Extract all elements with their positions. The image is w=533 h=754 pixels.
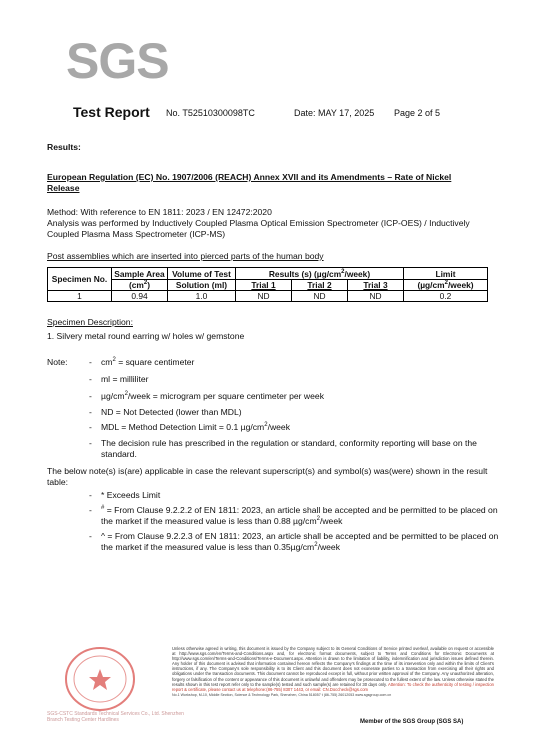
footer-terms-text: Unless otherwise agreed in writing, this document is issued by the Company subject to its General Conditions of Service printed overleaf, available on request or accessible at http://www.sgs.com/en/Terms-and-Conditions.aspx and, for electronic format documents, subject to Terms and Conditions for Electronic Documents at http://www.sgs.com/en/Terms-and-Conditions/Terms-e-Document.aspx. Attention is drawn to the limitation of liability, indemnification and jurisdiction issues defined therein. Any holder of this document is advised that information contained hereon reflects the Company's findings at the time of its intervention only and within the limits of Client's instructions, if any. The Company's sole responsibility is to its Client and this document does not exonerate parties to a transaction from exercising all their rights and obligations under the transaction documents. This document cannot be reproduced except in full, without prior written approval of the Company. Any unauthorized alteration, forgery or falsification of the content or appearance of this document is unlawful and offenders may be prosecuted to the fullest extent of the law. Unless otherwise stated the results shown in this test report refer only to the sample(s) tested and such sample(s) are retained for 30 days only. <box>172 646 494 687</box>
note-item: - The decision rule has prescribed in the regulation or standard, conformity reporting will base on the standard. <box>89 438 477 459</box>
table-row <box>48 291 488 302</box>
header-specimen: Specimen No. <box>48 268 112 291</box>
method-description <box>47 207 497 240</box>
cell-limit: 0.2 <box>404 291 488 302</box>
specimen-description-title: Specimen Description: <box>47 317 133 327</box>
note-item: - $cm^2$ = square centimeter <box>89 357 195 367</box>
header-sample-area: Sample Area <box>112 268 168 280</box>
footer-attention: Attention: To check the authenticity of testing / inspection report & certificate, please contact us at telephone:(86-755) 8307 1443, or email: CN.Doccheck@sgs.com <box>172 681 495 692</box>
cell-trial-2: ND <box>292 291 348 302</box>
report-title: Test Report <box>73 104 150 120</box>
results-table <box>47 267 488 302</box>
header-volume-unit: Solution (ml) <box>168 280 236 291</box>
header-trial-1: Trial 1 <box>236 280 292 291</box>
cell-volume: 1.0 <box>168 291 236 302</box>
header-trial-3: Trial 3 <box>348 280 404 291</box>
analysis-line: Analysis was performed by Inductively Coupled Plasma Optical Emission Spectrometer (ICP-OES) / Inductively Coupled Plasma Mass Spectrometer (ICP-MS) <box>47 218 470 239</box>
header-trial-2: Trial 2 <box>292 280 348 291</box>
sub-note-item: - ^ = From Clause 9.2.2.3 of EN 1811: 2023, an article shall be accepted and be permitted to be placed on the market if the measured value is less than $0.35\mu g/cm^2$/week <box>89 531 499 552</box>
sub-note-item: - * Exceeds Limit <box>89 490 161 500</box>
cell-trial-3: ND <box>348 291 404 302</box>
specimen-item: 1. Silvery metal round earring w/ holes w/ gemstone <box>47 331 245 341</box>
note-item: - MDL = Method Detection Limit = 0.1 $\mu g/cm^2$/week <box>89 422 291 432</box>
footer-terms <box>172 646 494 692</box>
below-note-text: The below note(s) is(are) applicable in case the relevant superscript(s) and symbol(s) was(were) shown in the result table: <box>47 466 488 487</box>
method-line: Method: With reference to EN 1811: 2023 / EN 12472:2020 <box>47 207 272 217</box>
section-title: European Regulation (EC) No. 1907/2006 (REACH) Annex XVII and its Amendments – Rate of Nickel Release <box>47 172 452 193</box>
cell-area: 0.94 <box>112 291 168 302</box>
report-number: No. T52510300098TC <box>166 108 255 118</box>
results-label: Results: <box>47 142 81 152</box>
note-label: Note: <box>47 357 68 367</box>
note-item: - $\mu g/cm^2$/week = microgram per square centimeter per week <box>89 391 324 401</box>
header-results: Results (s) $(\mu g/cm^2/week)$ <box>236 268 404 280</box>
header-sample-area-unit: $(cm^2)$ <box>112 280 168 291</box>
sub-note-item: - # = From Clause 9.2.2.2 of EN 1811: 2023, an article shall be accepted and be permitted to be placed on the market if the measured value is less than 0.88 $\mu g/cm^2$/week <box>89 505 498 526</box>
header-volume: Volume of Test <box>168 268 236 280</box>
header-limit: Limit <box>404 268 488 280</box>
note-item: - ml = milliliter <box>89 374 149 384</box>
post-assemblies-title: Post assemblies which are inserted into pierced parts of the human body <box>47 251 324 261</box>
seal-stamp-icon <box>60 645 140 717</box>
cell-specimen: 1 <box>48 291 112 302</box>
footer-address: No.1 Workshop, M-10, Middle Section, Science & Technology Park, Shenzhen, China 518057 t (86-755) 26012053 www.sgsgroup.com.cn <box>172 693 392 697</box>
member-text: Member of the SGS Group (SGS SA) <box>360 719 464 725</box>
stamp-caption: SGS-CSTC Standards Technical Services Co., Ltd. Shenzhen Branch Testing Center Hardlines <box>47 711 184 723</box>
sgs-logo: SGS <box>66 33 169 89</box>
cell-trial-1: ND <box>236 291 292 302</box>
page-indicator: Page 2 of 5 <box>394 108 441 118</box>
note-item: - ND = Not Detected (lower than MDL) <box>89 407 242 417</box>
report-date: Date: MAY 17, 2025 <box>294 108 375 118</box>
header-limit-unit: $(\mu g/cm^2/week)$ <box>404 280 488 291</box>
